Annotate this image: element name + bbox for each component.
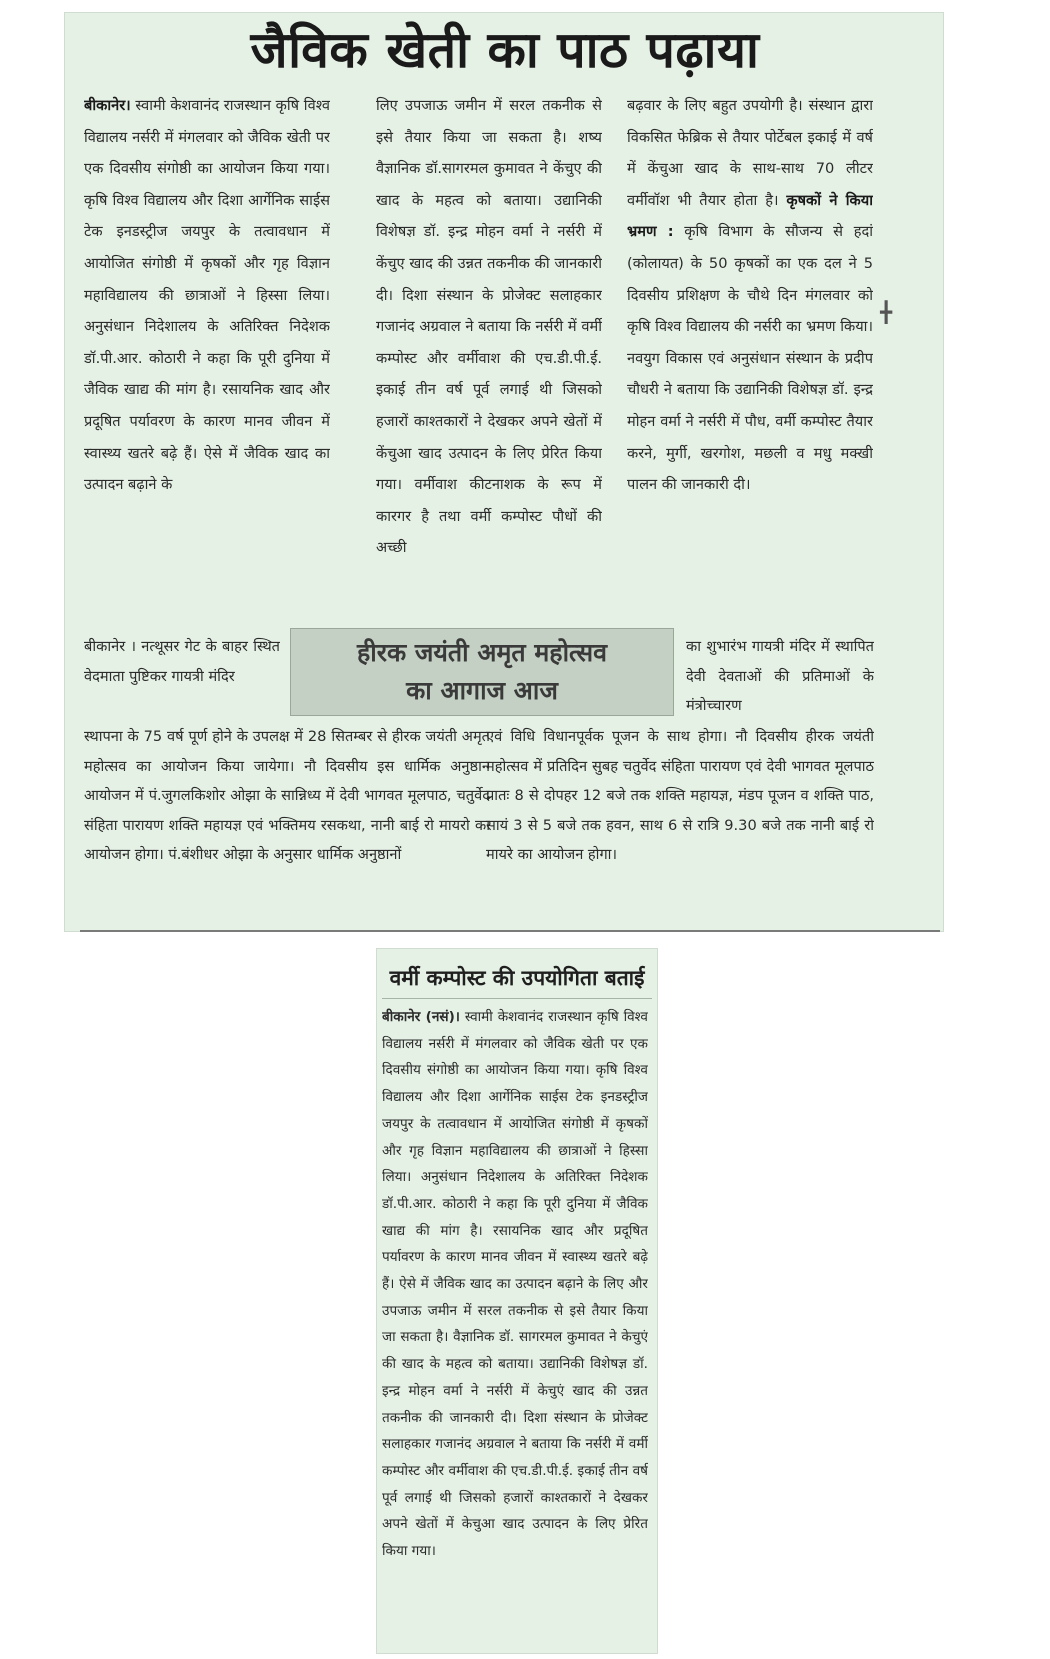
second-headline-box bbox=[290, 628, 674, 716]
main-col3-text-1: बढ़वार के लिए बहुत उपयोगी है। संस्थान द्वारा विकसित फेब्रिक से तैयार पोर्टेबल इकाई में वर्ष में केंचुआ खाद के साथ-साथ 70 लीटर वर्मीवॉश भी तैयार होता है। bbox=[627, 97, 873, 209]
main-article-column-1 bbox=[84, 90, 330, 630]
clipping-divider bbox=[80, 930, 940, 932]
main-col1-text: स्वामी केशवानंद राजस्थान कृषि विश्व विद्यालय नर्सरी में मंगलवार को जैविक खेती पर एक दिवसीय संगोष्ठी का आयोजन किया गया। कृषि विश्व विद्यालय और दिशा आर्गेनिक साईस टेक इनडस्ट्रीज जयपुर के तत्वावधान में आयोजित संगोष्ठी में कृषकों और गृह विज्ञान महाविद्यालय की छात्राओं ने हिस्सा लिया। अनुसंधान निदेशालय के अतिरिक्त निदेशक डॉ.पी.आर. कोठारी ने कहा कि पूरी दुनिया में जैविक खाद्य की मांग है। रसायनिक खाद और प्रदूषित पर्यावरण के कारण मानव जीवन में स्वास्थ्य खतरे बढ़े हैं। ऐसे में जैविक खाद का उत्पादन बढ़ाने के bbox=[84, 97, 330, 494]
main-article-column-3 bbox=[627, 90, 873, 630]
second-headline-line-2: का आगाज आज bbox=[406, 676, 558, 705]
second-headline-line-1: हीरक जयंती अमृत महोत्सव bbox=[356, 638, 607, 667]
second-article-lead-right: का शुभारंभ गायत्री मंदिर में स्थापित देवी देवताओं की प्रतिमाओं के मंत्रोच्चारण bbox=[686, 638, 874, 714]
second-article-body-right: एवं विधि विधानपूर्वक पूजन के साथ होगा। नौ दिवसीय हीरक जयंती महोत्सव में प्रतिदिन सुबह चतुर्वेद संहिता पारायण एवं देवी भागवत मूलपाठ प्रातः 8 से दोपहर 12 बजे तक शक्ति महायज्ञ, मंडप पूजन व शक्ति पाठ, सायं 3 से 5 बजे तक हवन, साथ 6 से रात्रि 9.30 बजे तक नानी बाई रो मायरे का आयोजन होगा। bbox=[486, 728, 874, 863]
main-article-column-2: लिए उपजाऊ जमीन में सरल तकनीक से इसे तैयार किया जा सकता है। शष्य वैज्ञानिक डॉ.सागरमल कुमावत ने केंचुए की खाद के महत्व को बताया। उद्यानिकी विशेषज्ञ डॉ. इन्द्र मोहन वर्मा ने नर्सरी में केंचुए खाद की उन्नत तकनीक की जानकारी दी। दिशा संस्थान के प्रोजेक्ट सलाहकार गजानंद अग्रवाल ने बताया कि नर्सरी में वर्मी कम्पोस्ट और वर्मीवाश की एच.डी.पी.ई. इकाई तीन वर्ष पूर्व लगाई थी जिसको हजारों काश्तकारों ने देखकर अपने खेतों में केंचुआ खाद उत्पादन के लिए प्रेरित किया गया। वर्मीवाश कीटनाशक के रूप में कारगर है तथा वर्मी कम्पोस्ट पौधों की अच्छी bbox=[376, 97, 602, 557]
main-col3-subhead: कृषकों ने किया भ्रमण : bbox=[627, 191, 873, 241]
second-article-body-left: स्थापना के 75 वर्ष पूर्ण होने के उपलक्ष में 28 सितम्बर से हीरक जयंती अमृत महोत्सव का आयोजन किया जायेगा। नौ दिवसीय इस धार्मिक अनुष्ठान आयोजन में पं.जुगलकिशोर ओझा के सान्निध्य में देवी भागवत मूलपाठ, चतुर्वेद संहिता पारायण शक्ति महायज्ञ एवं भक्तिमय रसकथा, नानी बाई रो मायरो का आयोजन होगा। पं.बंशीधर ओझा के अनुसार धार्मिक अनुष्ठानों bbox=[84, 728, 490, 863]
third-dateline: बीकानेर (नसं)। bbox=[382, 1009, 460, 1025]
third-headline: वर्मी कम्पोस्ट की उपयोगिता बताई bbox=[382, 958, 652, 999]
main-dateline: बीकानेर। bbox=[84, 97, 131, 114]
third-article-text: स्वामी केशवानंद राजस्थान कृषि विश्व विद्यालय नर्सरी में मंगलवार को जैविक खेती पर एक दिवसीय संगोष्ठी का आयोजन किया गया। कृषि विश्व विद्यालय और दिशा आर्गेनिक साईस टेक इनडस्ट्रीज जयपुर के तत्वावधान में आयोजित संगोष्ठी में कृषकों और गृह विज्ञान महाविद्यालय की छात्राओं ने हिस्सा लिया। अनुसंधान निदेशालय के अतिरिक्त निदेशक डॉ.पी.आर. कोठारी ने कहा कि पूरी दुनिया में जैविक खाद्य की मांग है। रसायनिक खाद और प्रदूषित पर्यावरण के कारण मानव जीवन में स्वास्थ्य खतरे बढ़े हैं। ऐसे में जैविक खाद का उत्पादन बढ़ाने के लिए और उपजाऊ जमीन में सरल तकनीक से इसे तैयार किया जा सकता है। वैज्ञानिक डॉ. सागरमल कुमावत ने केचुएं की खाद के महत्व को बताया। उद्यानिकी विशेषज्ञ डॉ. इन्द्र मोहन वर्मा ने नर्सरी में केचुएं खाद की उन्नत तकनीक की जानकारी दी। दिशा संस्थान के प्रोजेक्ट सलाहकार गजानंद अग्रवाल ने बताया कि नर्सरी में वर्मी कम्पोस्ट और वर्मीवाश की एच.डी.पी.ई. इकाई तीन वर्ष पूर्व लगाई थी जिसको हजारों काश्तकारों ने देखकर अपने खेतों में केचुआ खाद उत्पादन के लिए प्रेरित किया गया। bbox=[382, 1009, 648, 1560]
second-article-lead-left: बीकानेर । नत्थूसर गेट के बाहर स्थित वेदमाता पुष्टिकर गायत्री मंदिर bbox=[84, 638, 280, 685]
main-headline: जैविक खेती का पाठ पढ़ाया bbox=[250, 21, 760, 79]
third-article-body bbox=[382, 1004, 648, 1646]
margin-mark-icon: ╋ bbox=[880, 300, 893, 324]
main-col3-text-2: कृषि विभाग के सौजन्य से हदां (कोलायत) के 50 कृषकों का एक दल ने 5 दिवसीय प्रशिक्षण के चौथे दिन मंगलवार को कृषि विश्व विद्यालय की नर्सरी का भ्रमण किया। नवयुग विकास एवं अनुसंधान संस्थान के प्रदीप चौधरी ने बताया कि उद्यानिकी विशेषज्ञ डॉ. इन्द्र मोहन वर्मा ने नर्सरी में पौध, वर्मी कम्पोस्ट तैयार करने, मुर्गी, खरगोश, मछली व मधु मक्खी पालन की जानकारी दी। bbox=[627, 223, 873, 494]
